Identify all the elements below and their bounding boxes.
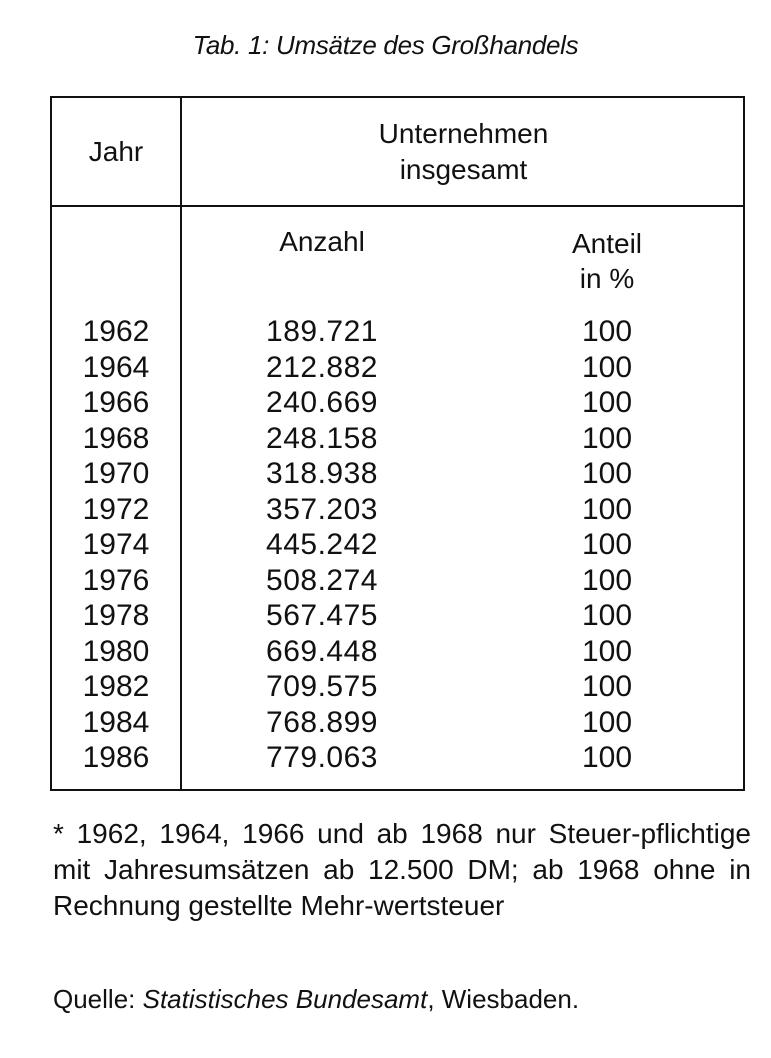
column-header-anteil <box>507 226 707 296</box>
table-title: Tab. 1: Umsätze des Großhandels <box>192 30 579 60</box>
header-divider <box>52 205 743 207</box>
column-header-anzahl: Anzahl <box>279 226 365 257</box>
cell-anteil: 100 <box>581 421 633 455</box>
cell-anteil: 100 <box>581 457 633 490</box>
cell-anzahl: 189.721 <box>266 315 378 348</box>
cell-anteil: 100 <box>581 528 633 561</box>
cell-jahr: 1978 <box>82 599 150 632</box>
cell-jahr: 1972 <box>82 492 150 526</box>
table-row <box>52 385 743 421</box>
header-group-line-1: Unternehmen <box>378 118 549 149</box>
cell-anzahl: 318.938 <box>266 457 378 490</box>
source-line <box>53 984 579 1015</box>
cell-anteil: 100 <box>581 386 633 419</box>
cell-jahr: 1980 <box>82 634 150 668</box>
table-row <box>52 527 743 563</box>
cell-anteil: 100 <box>581 705 633 739</box>
source-name: Statistisches Bundesamt <box>142 984 428 1014</box>
cell-jahr: 1976 <box>82 563 150 597</box>
cell-jahr: 1984 <box>82 705 150 739</box>
table-row <box>52 669 743 705</box>
cell-anteil: 100 <box>581 492 633 526</box>
header-group-line-2: insgesamt <box>399 154 528 185</box>
cell-anzahl: 240.669 <box>266 386 378 419</box>
cell-jahr: 1966 <box>82 386 150 419</box>
cell-anzahl: 768.899 <box>266 705 378 739</box>
column-header-anteil-line-2: in % <box>579 263 635 294</box>
header-unternehmen-insgesamt <box>182 116 745 188</box>
header-jahr: Jahr <box>88 136 144 167</box>
cell-jahr: 1974 <box>82 528 150 561</box>
data-table <box>50 96 745 791</box>
table-row <box>52 740 743 776</box>
footnote: * 1962, 1964, 1966 und ab 1968 nur Steuer-pflichtige mit Jahresumsätzen ab 12.500 DM; ab 1968 ohne in Rechnung gestellte Mehr-wertsteuer <box>53 818 751 921</box>
source-suffix: , Wiesbaden. <box>427 984 580 1014</box>
table-row <box>52 421 743 457</box>
cell-anzahl: 779.063 <box>266 741 378 774</box>
table-body <box>52 314 743 776</box>
cell-anzahl: 445.242 <box>266 528 378 561</box>
cell-anteil: 100 <box>581 350 633 384</box>
cell-anzahl: 212.882 <box>266 350 378 384</box>
cell-anteil: 100 <box>581 634 633 668</box>
source-prefix: Quelle: <box>53 984 143 1014</box>
cell-anteil: 100 <box>581 599 633 632</box>
column-header-anteil-line-1: Anteil <box>571 228 643 259</box>
cell-jahr: 1962 <box>82 315 150 348</box>
cell-anzahl: 709.575 <box>266 670 378 703</box>
cell-jahr: 1986 <box>82 741 150 774</box>
table-row <box>52 456 743 492</box>
table-row <box>52 705 743 741</box>
cell-jahr: 1970 <box>82 457 150 490</box>
table-row <box>52 350 743 386</box>
cell-anteil: 100 <box>581 563 633 597</box>
cell-anzahl: 669.448 <box>266 634 378 668</box>
cell-anteil: 100 <box>581 315 633 348</box>
table-row <box>52 492 743 528</box>
table-row <box>52 598 743 634</box>
cell-anteil: 100 <box>581 741 633 774</box>
table-row <box>52 634 743 670</box>
cell-anzahl: 248.158 <box>266 421 378 455</box>
cell-jahr: 1964 <box>82 350 150 384</box>
table-row <box>52 314 743 350</box>
cell-anzahl: 508.274 <box>266 563 378 597</box>
cell-jahr: 1968 <box>82 421 150 455</box>
cell-anzahl: 357.203 <box>266 492 378 526</box>
cell-jahr: 1982 <box>82 670 150 703</box>
table-row <box>52 563 743 599</box>
cell-anzahl: 567.475 <box>266 599 378 632</box>
cell-anteil: 100 <box>581 670 633 703</box>
